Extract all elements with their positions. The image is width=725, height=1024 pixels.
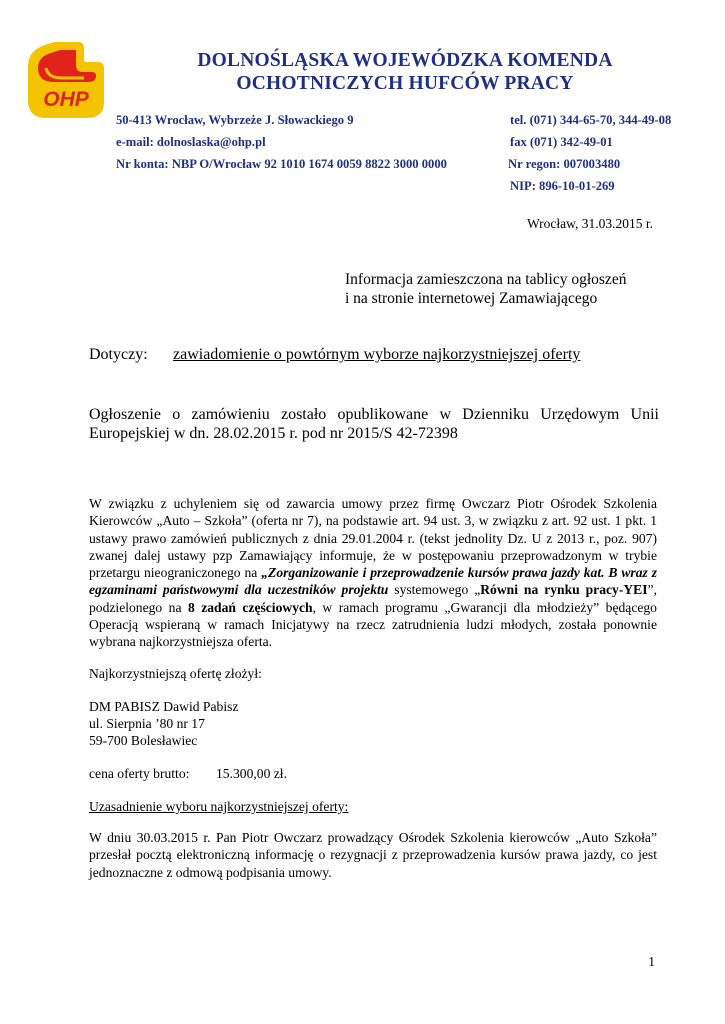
company-name: DM PABISZ Dawid Pabisz — [89, 699, 239, 714]
main-paragraph — [89, 495, 657, 651]
tender-title: „Zorganizowanie i przeprowadzenie kursów prawa jazdy kat. B wraz z egzaminami państwowymi dla uczestników projektu — [89, 565, 657, 598]
header-email[interactable]: e-mail: dolnoslaska@ohp.pl — [116, 135, 266, 149]
main-paragraph-part-a: W związku z uchyleniem się od zawarcia umowy przez firmę Owczarz Piotr Ośrodek Szkolenia Kierowców „Auto – Szkoła” (oferta nr 7), na podstawie art. 94 ust. 3, w związku z art. 92 ust. 1 pkt. 1 ustawy prawo zamówień publicznych z dnia 29.01.2004 r. (tekst jednolity Dz. U z 2013 r., poz. 907) zwanej dalej ustawy pzp Zamawiający informuje, że w postępowaniu przeprowadzonym w trybie przetargu nieograniczonego na — [89, 496, 657, 581]
justification-heading: Uzasadnienie wyboru najkorzystniejszej oferty: — [89, 799, 349, 814]
main-paragraph-part-g: , w ramach programu „Gwarancji dla młodzieży” będącego Operacją wspieraną w ramach Inicjatywy na rzecz zatrudnienia ludzi młodych, została ponownie wybrana najkorzystniejsza oferta. — [89, 599, 657, 650]
main-paragraph-part-e: ”, podzielonego na — [89, 582, 657, 615]
main-paragraph-part-c: systemowego „ — [388, 582, 481, 598]
header-phone: tel. (071) 344-65-70, 344-49-08 — [510, 113, 672, 127]
header-bank-account: Nr konta: NBP O/Wrocław 92 1010 1674 0059 8822 3000 0000 — [116, 157, 447, 171]
info-line1: Informacja zamieszczona na tablicy ogłoszeń — [345, 271, 627, 288]
publication-notice: Ogłoszenie o zamówieniu zostało opublikowane w Dzienniku Urzędowym Unii Europejskiej w dn. 28.02.2015 r. pod nr 2015/S 42-72398 — [89, 406, 659, 442]
header-nip: NIP: 896-10-01-269 — [510, 179, 615, 193]
project-name: Równi na rynku pracy-YEI — [480, 582, 648, 598]
subject-text: zawiadomienie o powtórnym wyborze najkorzystniejszej oferty — [173, 346, 581, 363]
best-offer-intro: Najkorzystniejszą ofertę złożył: — [89, 666, 262, 681]
subject-label: Dotyczy: — [89, 346, 148, 363]
info-line2: i na stronie internetowej Zamawiającego — [345, 290, 598, 307]
institution-title-line1: DOLNOŚLĄSKA WOJEWÓDZKA KOMENDA — [197, 50, 613, 71]
partial-tasks-count: 8 zadań częściowych — [187, 599, 313, 615]
ohp-logo — [24, 38, 108, 122]
header-fax: fax (071) 342-49-01 — [510, 135, 613, 149]
company-street: ul. Sierpnia ’80 nr 17 — [89, 716, 205, 731]
document-date: Wrocław, 31.03.2015 r. — [526, 216, 653, 231]
company-city: 59-700 Bolesławiec — [89, 733, 198, 748]
logo-text: OHP — [43, 88, 89, 111]
header-regon: Nr regon: 007003480 — [508, 157, 621, 171]
price-value: 15.300,00 zł. — [216, 766, 287, 781]
justification-text: W dniu 30.03.2015 r. Pan Piotr Owczarz prowadzący Ośrodek Szkolenia kierowców „Auto Szkoła” przesłał pocztą elektroniczną informację o rezygnacji z przeprowadzenia kursów prawa jazdy, co jest jednoznaczne z odmową podpisania umowy. — [89, 830, 657, 880]
institution-title-line2: OCHOTNICZYCH HUFCÓW PRACY — [236, 73, 574, 94]
price-label: cena oferty brutto: — [89, 766, 190, 781]
page-number: 1 — [648, 954, 655, 969]
header-address: 50-413 Wrocław, Wybrzeże J. Słowackiego 9 — [116, 113, 354, 127]
